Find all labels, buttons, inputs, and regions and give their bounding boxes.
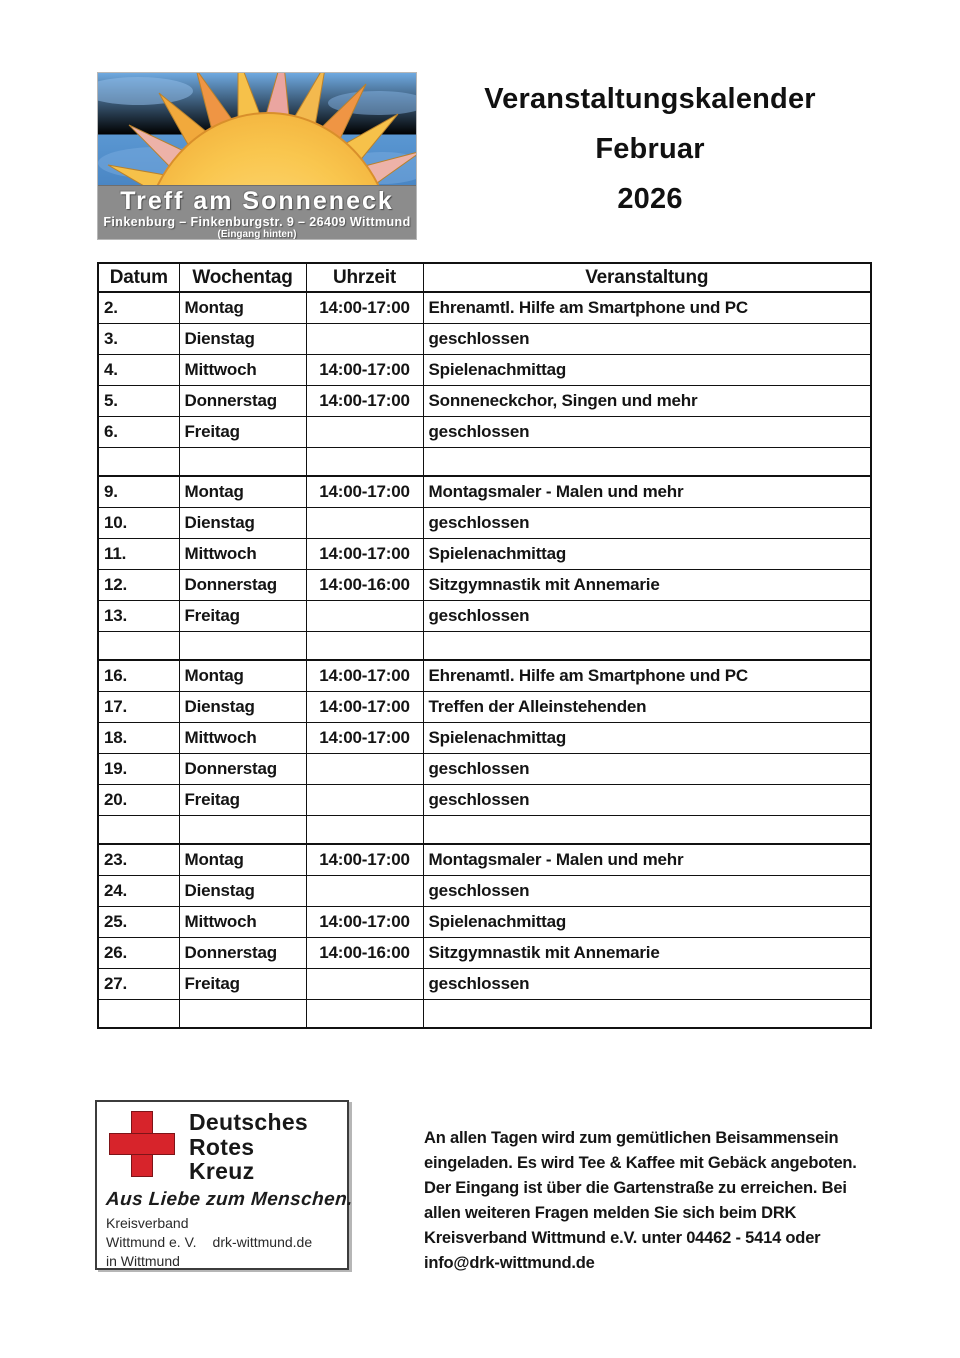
cell-datum: 24. — [98, 876, 179, 907]
drk-kreisverband: Kreisverband — [106, 1214, 189, 1231]
cell-datum: 20. — [98, 785, 179, 816]
cell-wochentag: Montag — [179, 292, 306, 324]
cell-veranstaltung — [423, 632, 871, 661]
drk-name-line2: Rotes — [189, 1133, 255, 1160]
cell-wochentag: Donnerstag — [179, 938, 306, 969]
cell-datum: 2. — [98, 292, 179, 324]
cell-wochentag: Freitag — [179, 785, 306, 816]
cell-datum: 25. — [98, 907, 179, 938]
cell-veranstaltung: Ehrenamtl. Hilfe am Smartphone und PC — [423, 292, 871, 324]
cell-datum: 13. — [98, 601, 179, 632]
cell-wochentag — [179, 448, 306, 477]
table-row-empty — [98, 448, 871, 477]
table-row — [98, 386, 871, 417]
cell-datum: 12. — [98, 570, 179, 601]
cell-uhrzeit — [306, 1000, 423, 1029]
page-title-month: Februar — [595, 133, 705, 165]
cell-uhrzeit: 14:00-17:00 — [306, 660, 423, 692]
cell-wochentag: Mittwoch — [179, 723, 306, 754]
cell-datum: 5. — [98, 386, 179, 417]
cell-uhrzeit — [306, 324, 423, 355]
drk-wittmund-ev: Wittmund e. V. — [106, 1233, 197, 1250]
cell-wochentag: Mittwoch — [179, 907, 306, 938]
cell-veranstaltung: Montagsmaler - Malen und mehr — [423, 844, 871, 876]
cell-veranstaltung: Montagsmaler - Malen und mehr — [423, 476, 871, 508]
table-body — [98, 292, 871, 1028]
cell-wochentag — [179, 632, 306, 661]
cell-datum: 6. — [98, 417, 179, 448]
cell-uhrzeit — [306, 448, 423, 477]
table-row — [98, 969, 871, 1000]
table-row — [98, 907, 871, 938]
cell-veranstaltung: geschlossen — [423, 324, 871, 355]
table-row — [98, 692, 871, 723]
red-cross-icon — [110, 1112, 174, 1176]
page-title-line1: Veranstaltungskalender — [484, 83, 816, 115]
table-row-empty — [98, 632, 871, 661]
cell-veranstaltung: Spielenachmittag — [423, 539, 871, 570]
cell-veranstaltung: Spielenachmittag — [423, 907, 871, 938]
cell-wochentag: Mittwoch — [179, 539, 306, 570]
cell-uhrzeit: 14:00-16:00 — [306, 570, 423, 601]
cell-uhrzeit: 14:00-17:00 — [306, 355, 423, 386]
cell-datum: 16. — [98, 660, 179, 692]
table-row — [98, 601, 871, 632]
cell-veranstaltung — [423, 1000, 871, 1029]
cell-uhrzeit — [306, 876, 423, 907]
cell-veranstaltung: geschlossen — [423, 876, 871, 907]
cell-datum: 26. — [98, 938, 179, 969]
cell-wochentag: Dienstag — [179, 508, 306, 539]
treff-am-sonneneck-logo — [97, 72, 417, 240]
cell-wochentag: Montag — [179, 844, 306, 876]
cell-uhrzeit: 14:00-17:00 — [306, 292, 423, 324]
cell-wochentag: Donnerstag — [179, 386, 306, 417]
cell-wochentag: Dienstag — [179, 324, 306, 355]
cell-uhrzeit: 14:00-17:00 — [306, 907, 423, 938]
table-row — [98, 324, 871, 355]
cell-veranstaltung: geschlossen — [423, 785, 871, 816]
cell-datum: 9. — [98, 476, 179, 508]
table-row — [98, 539, 871, 570]
table-row — [98, 754, 871, 785]
table-header-row — [98, 263, 871, 292]
table-row — [98, 876, 871, 907]
cell-veranstaltung: Sitzgymnastik mit Annemarie — [423, 938, 871, 969]
cell-uhrzeit — [306, 508, 423, 539]
drk-in-wittmund: in Wittmund — [106, 1252, 180, 1269]
table-row — [98, 508, 871, 539]
cell-uhrzeit — [306, 785, 423, 816]
cell-veranstaltung — [423, 816, 871, 845]
table-header — [98, 263, 871, 292]
cell-uhrzeit: 14:00-17:00 — [306, 723, 423, 754]
cell-datum — [98, 632, 179, 661]
cell-veranstaltung — [423, 448, 871, 477]
cell-datum — [98, 816, 179, 845]
cell-datum: 17. — [98, 692, 179, 723]
cell-uhrzeit: 14:00-17:00 — [306, 539, 423, 570]
cell-wochentag: Dienstag — [179, 692, 306, 723]
column-header-uhrzeit: Uhrzeit — [306, 263, 423, 292]
page-title — [420, 74, 880, 224]
cell-uhrzeit: 14:00-17:00 — [306, 692, 423, 723]
cell-uhrzeit — [306, 816, 423, 845]
cell-wochentag — [179, 816, 306, 845]
cell-wochentag: Donnerstag — [179, 754, 306, 785]
logo-entrance-note: (Eingang hinten) — [217, 229, 297, 240]
cell-uhrzeit: 14:00-17:00 — [306, 844, 423, 876]
cell-veranstaltung: Ehrenamtl. Hilfe am Smartphone und PC — [423, 660, 871, 692]
column-header-wochentag: Wochentag — [179, 263, 306, 292]
cell-uhrzeit: 14:00-16:00 — [306, 938, 423, 969]
cell-uhrzeit: 14:00-17:00 — [306, 476, 423, 508]
cell-uhrzeit — [306, 754, 423, 785]
cell-veranstaltung: Spielenachmittag — [423, 723, 871, 754]
table-row — [98, 785, 871, 816]
table-row — [98, 844, 871, 876]
cell-uhrzeit — [306, 632, 423, 661]
cell-wochentag: Montag — [179, 476, 306, 508]
info-paragraph: An allen Tagen wird zum gemütlichen Beisammensein eingeladen. Es wird Tee & Kaffee mit Gebäck angeboten. Der Eingang ist über die Gartenstraße zu erreichen. Bei allen weiteren Fragen melden Sie sich beim DRK Kreisverband Wittmund e.V. unter 04462 - 5414 oder info@drk-wittmund.de — [424, 1129, 857, 1272]
cell-wochentag: Freitag — [179, 969, 306, 1000]
table-row — [98, 355, 871, 386]
cell-wochentag: Montag — [179, 660, 306, 692]
cell-wochentag: Mittwoch — [179, 355, 306, 386]
table-row — [98, 417, 871, 448]
cell-veranstaltung: Spielenachmittag — [423, 355, 871, 386]
cell-veranstaltung: Sonneneckchor, Singen und mehr — [423, 386, 871, 417]
table-row — [98, 660, 871, 692]
cell-datum: 4. — [98, 355, 179, 386]
drk-org-details — [106, 1214, 338, 1271]
cell-veranstaltung: geschlossen — [423, 601, 871, 632]
cell-wochentag: Freitag — [179, 417, 306, 448]
column-header-datum: Datum — [98, 263, 179, 292]
cell-datum: 23. — [98, 844, 179, 876]
cell-veranstaltung: Treffen der Alleinstehenden — [423, 692, 871, 723]
table-row — [98, 938, 871, 969]
cell-datum: 27. — [98, 969, 179, 1000]
cell-uhrzeit: 14:00-17:00 — [306, 386, 423, 417]
cell-wochentag: Dienstag — [179, 876, 306, 907]
cell-wochentag: Freitag — [179, 601, 306, 632]
cell-veranstaltung: geschlossen — [423, 969, 871, 1000]
event-calendar-table — [97, 262, 872, 1029]
cell-datum — [98, 1000, 179, 1029]
cell-datum: 10. — [98, 508, 179, 539]
page-title-year: 2026 — [617, 183, 683, 215]
cell-datum: 18. — [98, 723, 179, 754]
sun-artwork — [98, 73, 416, 185]
cell-wochentag: Donnerstag — [179, 570, 306, 601]
drk-slogan: Aus Liebe zum Menschen. — [105, 1188, 354, 1210]
table-row — [98, 292, 871, 324]
drk-name-line3: Kreuz — [189, 1158, 255, 1184]
cell-datum: 11. — [98, 539, 179, 570]
table-row — [98, 476, 871, 508]
cell-uhrzeit — [306, 417, 423, 448]
table-row — [98, 723, 871, 754]
cell-veranstaltung: geschlossen — [423, 508, 871, 539]
table-row-empty — [98, 1000, 871, 1029]
drk-name-line1: Deutsches — [189, 1109, 309, 1135]
table-row — [98, 570, 871, 601]
drk-name — [189, 1110, 308, 1184]
cell-veranstaltung: geschlossen — [423, 754, 871, 785]
cell-uhrzeit — [306, 969, 423, 1000]
cell-datum — [98, 448, 179, 477]
logo-address: Finkenburg – Finkenburgstr. 9 – 26409 Wittmund — [103, 215, 411, 229]
cell-veranstaltung: Sitzgymnastik mit Annemarie — [423, 570, 871, 601]
cell-uhrzeit — [306, 601, 423, 632]
logo-title: Treff am Sonneneck — [120, 187, 394, 215]
cell-datum: 19. — [98, 754, 179, 785]
cell-veranstaltung: geschlossen — [423, 417, 871, 448]
table-row-empty — [98, 816, 871, 845]
drk-logo-box — [95, 1100, 354, 1270]
drk-website: drk-wittmund.de — [212, 1233, 313, 1250]
logo-caption-band — [98, 185, 416, 239]
cell-datum: 3. — [98, 324, 179, 355]
cell-wochentag — [179, 1000, 306, 1029]
column-header-veranstaltung: Veranstaltung — [423, 263, 871, 292]
